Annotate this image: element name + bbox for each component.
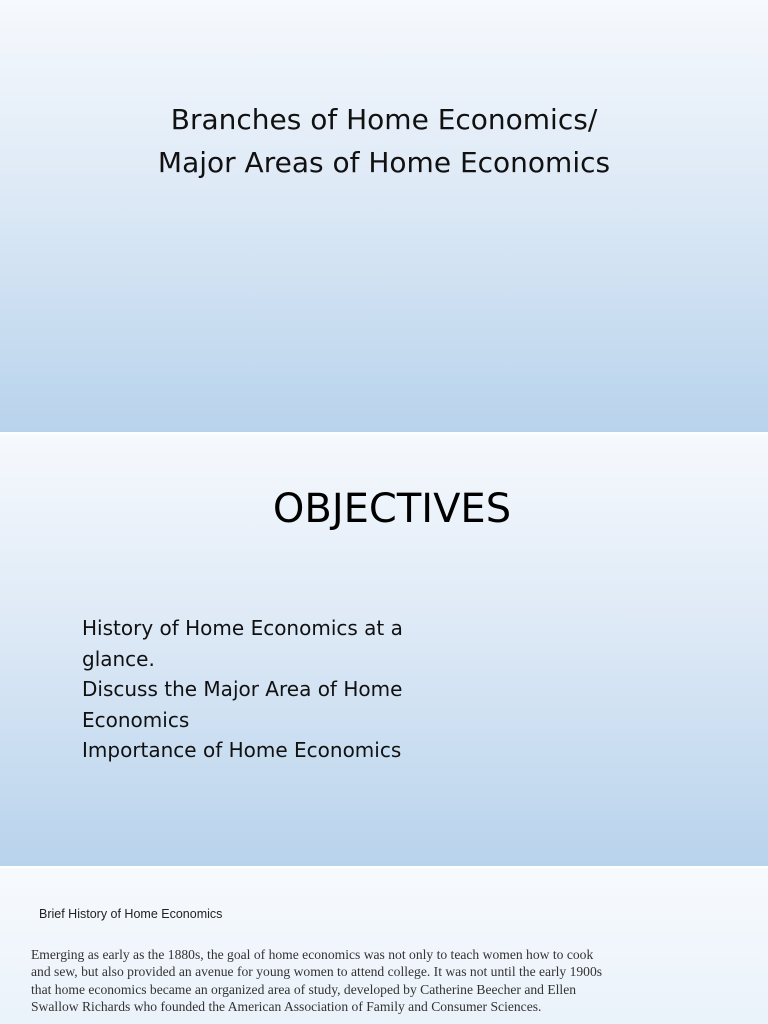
objective-line: Economics — [82, 707, 190, 732]
slide-title — [0, 0, 768, 432]
history-heading: Brief History of Home Economics — [39, 907, 223, 921]
history-paragraph: Emerging as early as the 1880s, the goal of home economics was not only to teach women how to cook and sew, but also provided an avenue for young women to attend college. It was not until the early 1900s that home economics became an organized area of study, developed by Catherine Beecher and Ellen Swallow Richards who founded the American Association of Family and Consumer Sciences. — [31, 947, 603, 1015]
objectives-heading: OBJECTIVES — [272, 486, 512, 532]
objectives-list — [82, 613, 442, 766]
title-line: Major Areas of Home Economics — [157, 146, 611, 179]
objective-line: Importance of Home Economics — [82, 738, 402, 762]
title-line: Branches of Home Economics/ — [170, 103, 598, 136]
objective-line: glance. — [82, 646, 155, 671]
objective-line: History of Home Economics at a — [82, 616, 403, 640]
slide-title-heading — [0, 98, 768, 184]
objective-line: Discuss the Major Area of Home — [82, 677, 403, 701]
